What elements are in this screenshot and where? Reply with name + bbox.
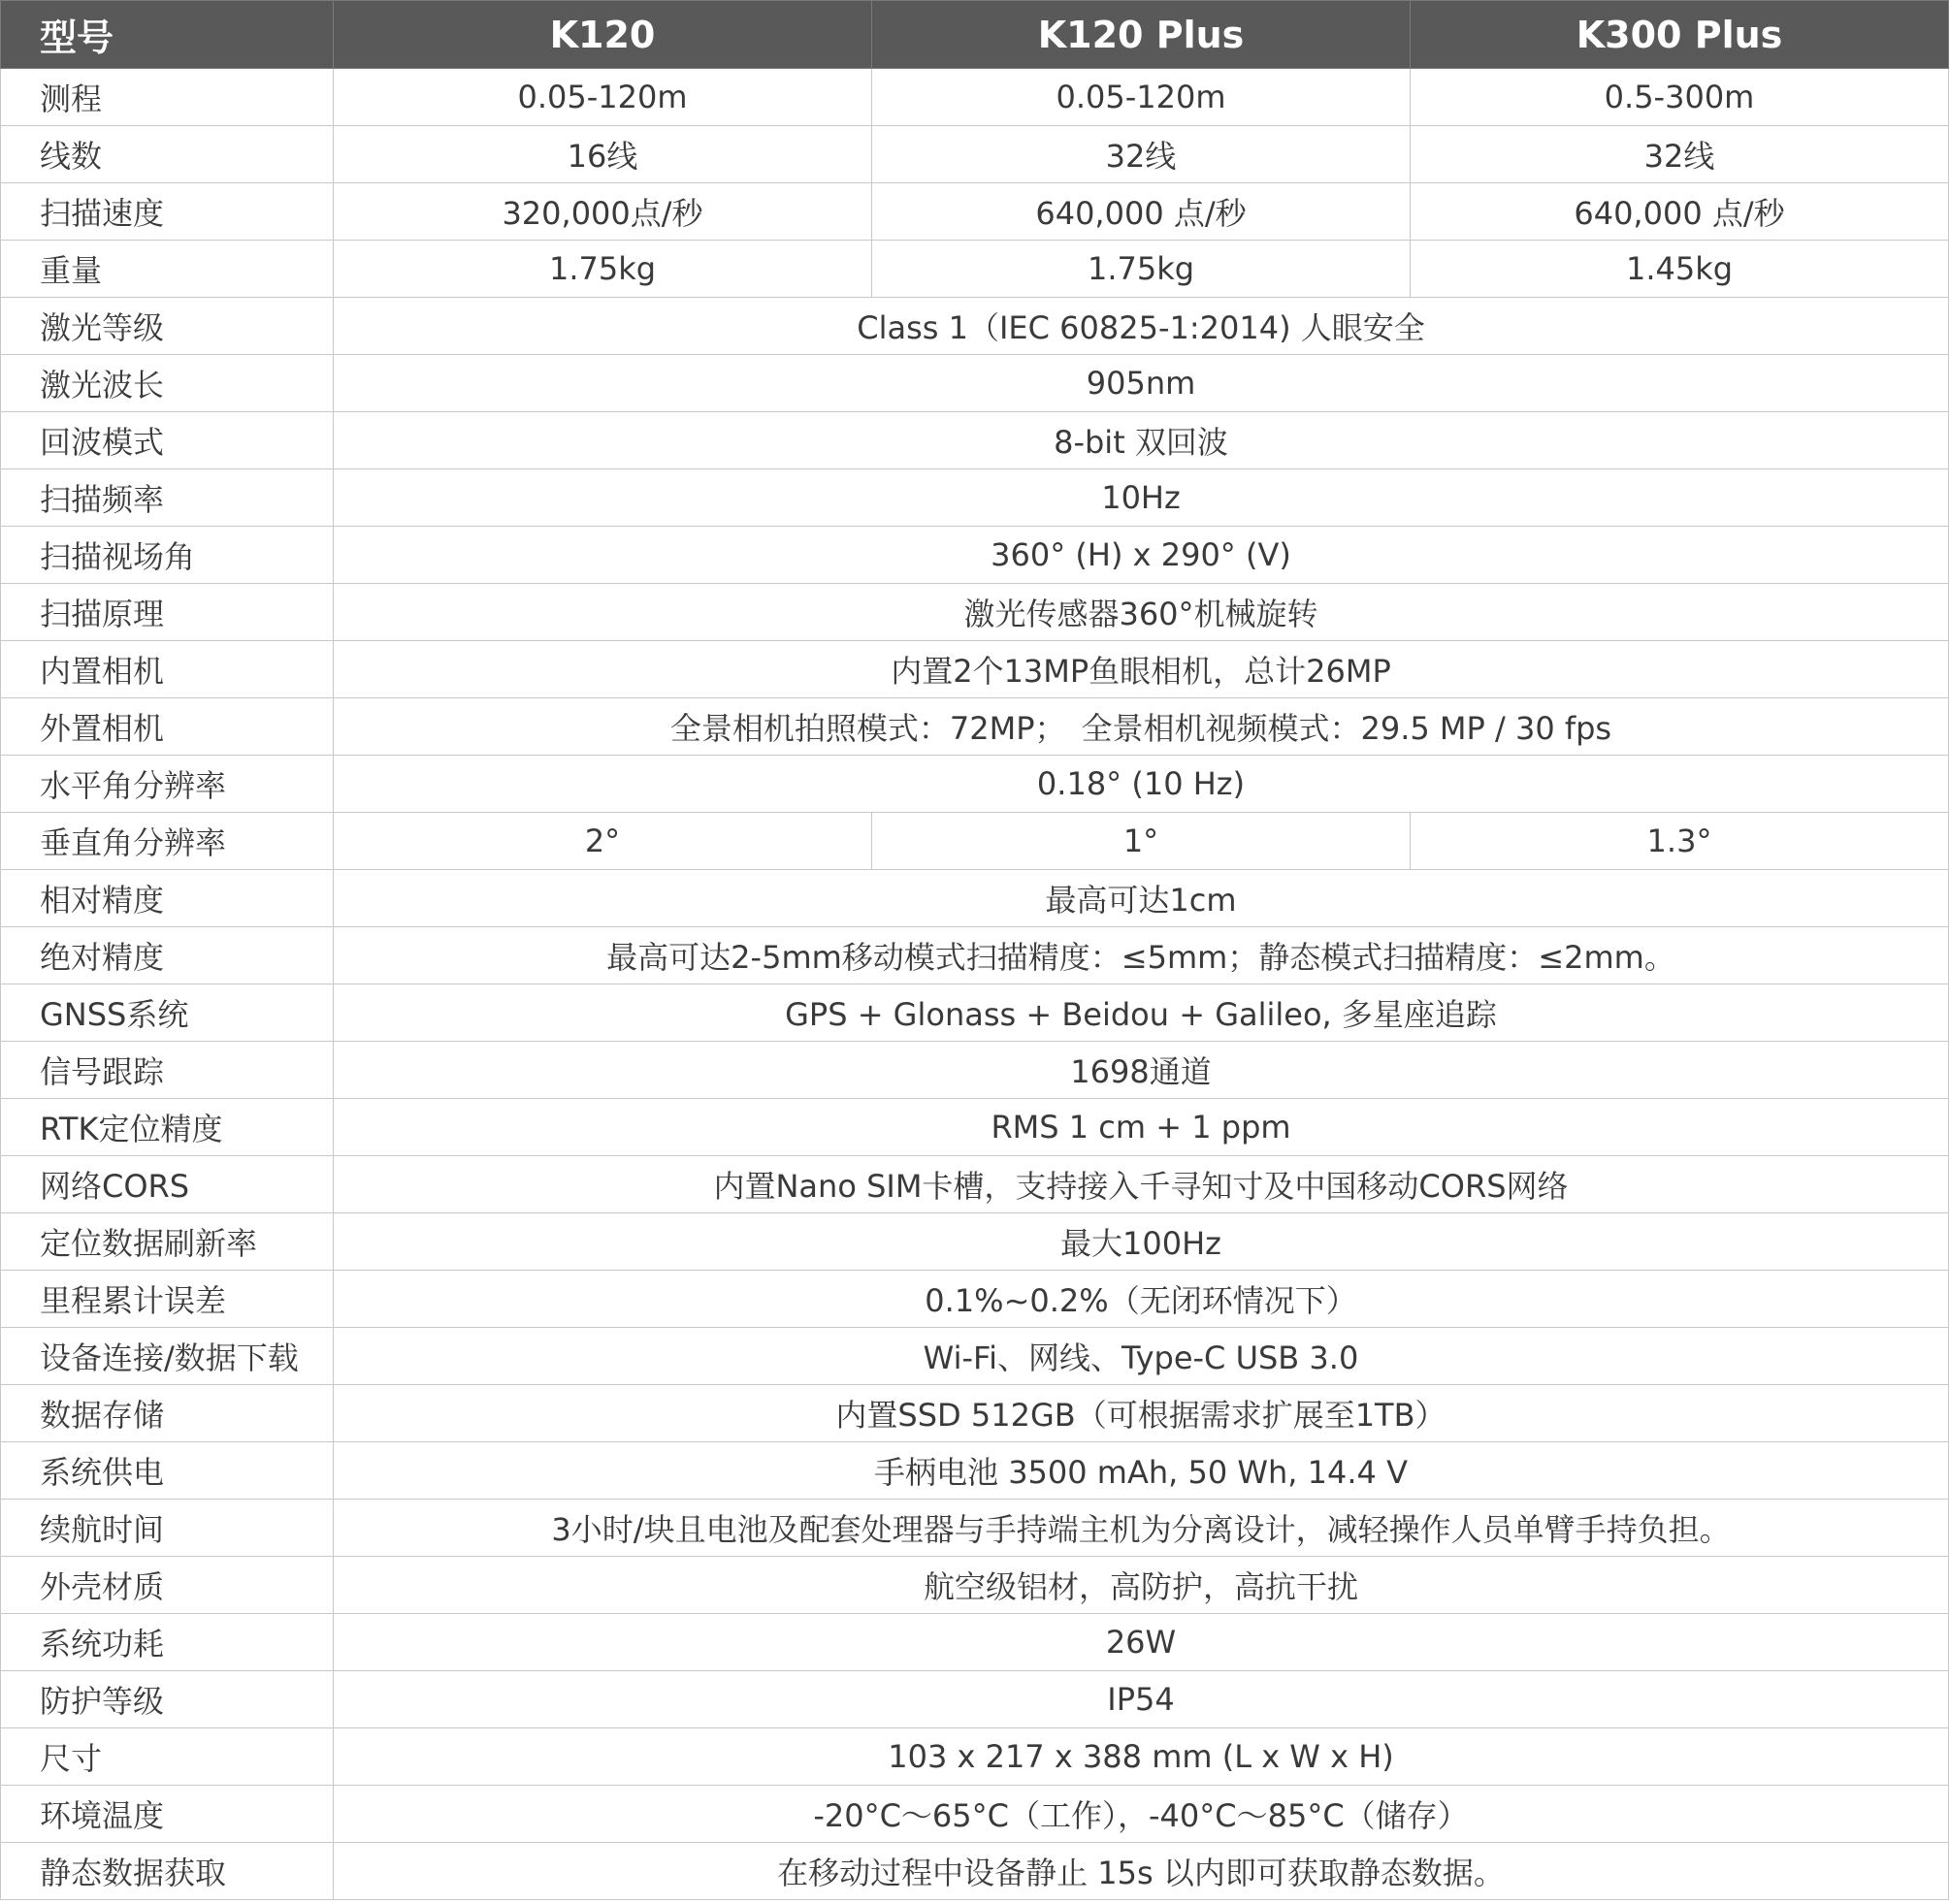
spec-value: 1.3° [1411, 813, 1949, 870]
table-row [1, 298, 1949, 355]
spec-label: 定位数据刷新率 [1, 1213, 334, 1271]
spec-value: 640,000 点/秒 [1411, 183, 1949, 241]
spec-label: 扫描速度 [1, 183, 334, 241]
spec-table-header [1, 1, 1949, 69]
table-row [1, 1786, 1949, 1843]
table-row [1, 1099, 1949, 1156]
spec-label: 外壳材质 [1, 1557, 334, 1614]
spec-label: 系统供电 [1, 1442, 334, 1500]
spec-value-shared: 内置SSD 512GB（可根据需求扩展至1TB） [334, 1385, 1949, 1442]
spec-value-shared: 在移动过程中设备静止 15s 以内即可获取静态数据。 [334, 1843, 1949, 1900]
spec-value-shared: 10Hz [334, 469, 1949, 527]
spec-value: 1.75kg [872, 241, 1411, 298]
spec-label: RTK定位精度 [1, 1099, 334, 1156]
table-row [1, 1500, 1949, 1557]
spec-label: 数据存储 [1, 1385, 334, 1442]
spec-label: 续航时间 [1, 1500, 334, 1557]
spec-label: 扫描频率 [1, 469, 334, 527]
table-row [1, 241, 1949, 298]
table-row [1, 1614, 1949, 1671]
header-row [1, 1, 1949, 69]
spec-value-shared: 最高可达1cm [334, 870, 1949, 927]
table-row [1, 1156, 1949, 1213]
spec-label: 设备连接/数据下载 [1, 1328, 334, 1385]
spec-value-shared: 3小时/块且电池及配套处理器与手持端主机为分离设计，减轻操作人员单臂手持负担。 [334, 1500, 1949, 1557]
table-row [1, 355, 1949, 412]
table-row [1, 641, 1949, 698]
spec-label: 水平角分辨率 [1, 756, 334, 813]
table-row [1, 412, 1949, 469]
spec-label: 尺寸 [1, 1728, 334, 1786]
spec-value-shared: Class 1（IEC 60825-1:2014) 人眼安全 [334, 298, 1949, 355]
spec-label: 外置相机 [1, 698, 334, 756]
spec-label: 信号跟踪 [1, 1042, 334, 1099]
spec-label: 静态数据获取 [1, 1843, 334, 1900]
spec-value-shared: 905nm [334, 355, 1949, 412]
spec-value-shared: 航空级铝材，高防护，高抗干扰 [334, 1557, 1949, 1614]
spec-value-shared: 全景相机拍照模式：72MP； 全景相机视频模式：29.5 MP / 30 fps [334, 698, 1949, 756]
spec-value-shared: 0.18° (10 Hz) [334, 756, 1949, 813]
spec-value-shared: 1698通道 [334, 1042, 1949, 1099]
header-k120-plus: K120 Plus [872, 1, 1411, 69]
spec-label: 绝对精度 [1, 927, 334, 984]
table-row [1, 870, 1949, 927]
table-row [1, 1843, 1949, 1900]
spec-label: 网络CORS [1, 1156, 334, 1213]
spec-label: 重量 [1, 241, 334, 298]
spec-value-shared: RMS 1 cm + 1 ppm [334, 1099, 1949, 1156]
spec-value-shared: 360° (H) x 290° (V) [334, 527, 1949, 584]
table-row [1, 1442, 1949, 1500]
spec-value-shared: 8-bit 双回波 [334, 412, 1949, 469]
spec-label: GNSS系统 [1, 984, 334, 1042]
table-row [1, 1213, 1949, 1271]
table-row [1, 1671, 1949, 1728]
table-row [1, 1042, 1949, 1099]
spec-label: 里程累计误差 [1, 1271, 334, 1328]
spec-value: 32线 [872, 126, 1411, 183]
spec-value: 320,000点/秒 [334, 183, 872, 241]
table-row [1, 984, 1949, 1042]
spec-label: 扫描原理 [1, 584, 334, 641]
spec-value: 0.05-120m [872, 69, 1411, 126]
spec-label: 内置相机 [1, 641, 334, 698]
spec-label: 激光等级 [1, 298, 334, 355]
spec-value-shared: 0.1%~0.2%（无闭环情况下） [334, 1271, 1949, 1328]
spec-value-shared: 手柄电池 3500 mAh, 50 Wh, 14.4 V [334, 1442, 1949, 1500]
table-row [1, 126, 1949, 183]
spec-value: 1° [872, 813, 1411, 870]
table-row [1, 584, 1949, 641]
spec-label: 扫描视场角 [1, 527, 334, 584]
spec-value-shared: -20°C～65°C（工作），-40°C～85°C（储存） [334, 1786, 1949, 1843]
spec-label: 测程 [1, 69, 334, 126]
spec-value-shared: IP54 [334, 1671, 1949, 1728]
spec-value-shared: GPS + Glonass + Beidou + Galileo, 多星座追踪 [334, 984, 1949, 1042]
spec-label: 线数 [1, 126, 334, 183]
spec-value-shared: 内置Nano SIM卡槽，支持接入千寻知寸及中国移动CORS网络 [334, 1156, 1949, 1213]
table-row [1, 1557, 1949, 1614]
spec-value: 1.45kg [1411, 241, 1949, 298]
spec-label: 防护等级 [1, 1671, 334, 1728]
spec-value-shared: Wi-Fi、网线、Type-C USB 3.0 [334, 1328, 1949, 1385]
spec-value-shared: 最大100Hz [334, 1213, 1949, 1271]
table-row [1, 1385, 1949, 1442]
spec-value: 640,000 点/秒 [872, 183, 1411, 241]
spec-label: 激光波长 [1, 355, 334, 412]
spec-label: 垂直角分辨率 [1, 813, 334, 870]
spec-value: 32线 [1411, 126, 1949, 183]
spec-value-shared: 激光传感器360°机械旋转 [334, 584, 1949, 641]
spec-label: 环境温度 [1, 1786, 334, 1843]
spec-table-body [1, 69, 1949, 1900]
table-row [1, 1728, 1949, 1786]
table-row [1, 927, 1949, 984]
spec-value: 0.05-120m [334, 69, 872, 126]
table-row [1, 183, 1949, 241]
spec-value-shared: 103 x 217 x 388 mm (L x W x H) [334, 1728, 1949, 1786]
table-row [1, 527, 1949, 584]
spec-label: 相对精度 [1, 870, 334, 927]
table-row [1, 1271, 1949, 1328]
spec-value: 1.75kg [334, 241, 872, 298]
table-row [1, 698, 1949, 756]
spec-value-shared: 最高可达2-5mm移动模式扫描精度：≤5mm；静态模式扫描精度：≤2mm。 [334, 927, 1949, 984]
table-row [1, 1328, 1949, 1385]
header-k120: K120 [334, 1, 872, 69]
spec-value-shared: 26W [334, 1614, 1949, 1671]
spec-value: 2° [334, 813, 872, 870]
table-row [1, 469, 1949, 527]
table-row [1, 813, 1949, 870]
spec-value: 16线 [334, 126, 872, 183]
spec-label: 回波模式 [1, 412, 334, 469]
spec-value: 0.5-300m [1411, 69, 1949, 126]
header-k300-plus: K300 Plus [1411, 1, 1949, 69]
spec-label: 系统功耗 [1, 1614, 334, 1671]
spec-value-shared: 内置2个13MP鱼眼相机，总计26MP [334, 641, 1949, 698]
table-row [1, 756, 1949, 813]
table-row [1, 69, 1949, 126]
header-model-label: 型号 [1, 1, 334, 69]
